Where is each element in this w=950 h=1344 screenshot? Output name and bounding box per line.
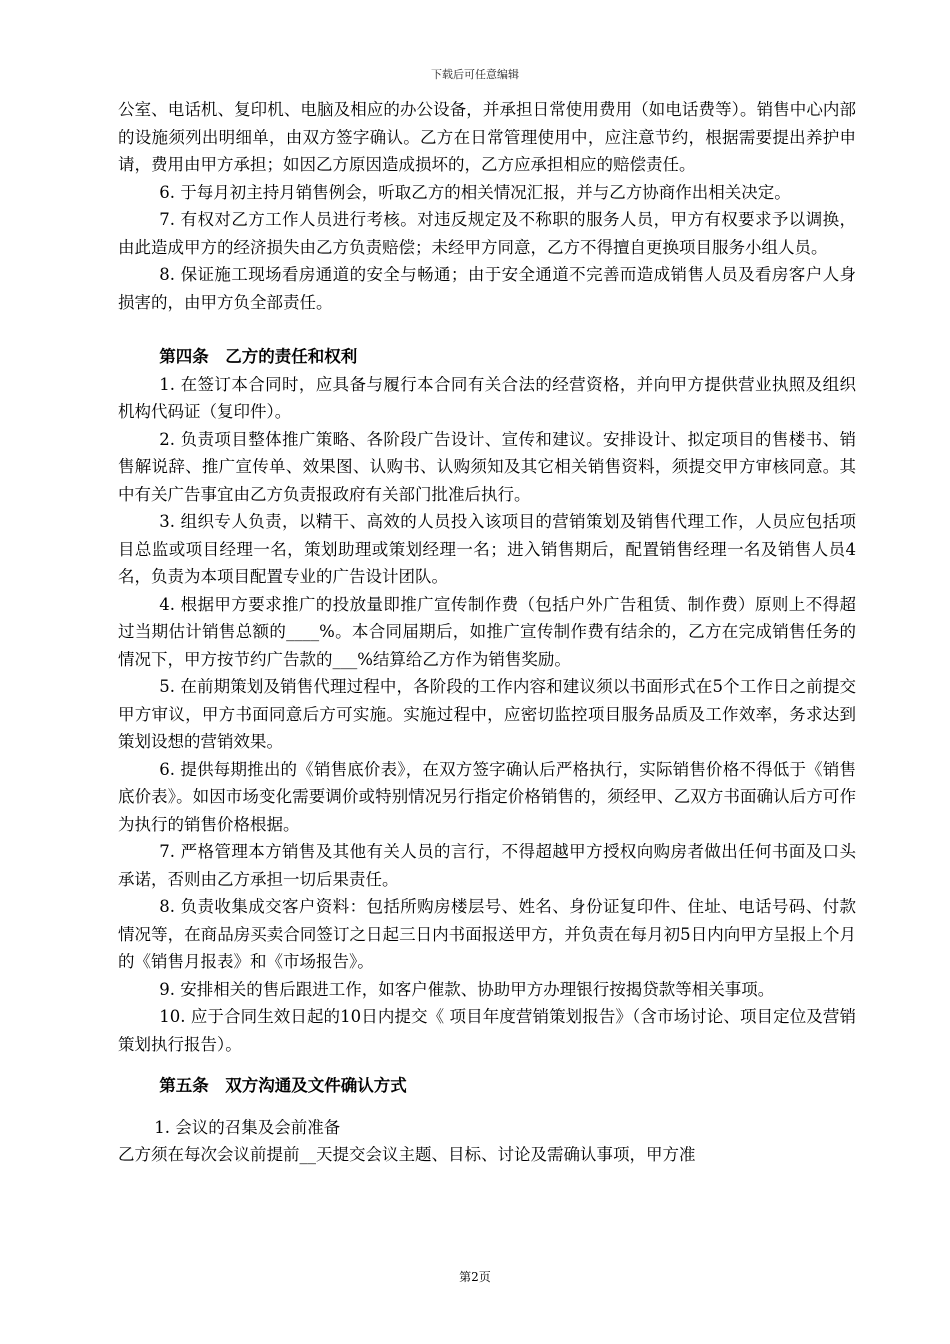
section-4-item-1: 1. 在签订本合同时，应具备与履行本合同有关合法的经营资格，并向甲方提供营业执照及组织机构代码证（复印件）。 <box>118 374 856 421</box>
section-4-title: 第四条 乙方的责任和权利 <box>159 347 358 366</box>
page-header: 下载后可任意编辑 <box>431 68 519 81</box>
section-5-title: 第五条 双方沟通及文件确认方式 <box>159 1076 407 1095</box>
section-4-item-4: 4. 根据甲方要求推广的投放量即推广宣传制作费（包括户外广告租赁、制作费）原则上不得超过当期估计销售总额的____%。本合同届期后，如推广宣传制作费有结余的，乙方在完成销售任务的情况下，甲方按节约广告款的___%结算给乙方作为销售奖励。 <box>118 594 856 669</box>
section-4-item-7: 7. 严格管理本方销售及其他有关人员的言行，不得超越甲方授权向购房者做出任何书面及口头承诺，否则由乙方承担一切后果责任。 <box>118 842 856 889</box>
clause-8: 8. 保证施工现场看房通道的安全与畅通；由于安全通道不完善而造成销售人员及看房客户人身损害的，由甲方负全部责任。 <box>118 265 856 312</box>
section-4-item-10: 10. 应于合同生效日起的10日内提交《 项目年度营销策划报告》（含市场讨论、项目定位及营销策划执行报告）。 <box>118 1007 856 1054</box>
clause-7: 7. 有权对乙方工作人员进行考核。对违反规定及不称职的服务人员，甲方有权要求予以调换，由此造成甲方的经济损失由乙方负责赔偿；未经甲方同意，乙方不得擅自更换项目服务小组人员。 <box>118 210 856 257</box>
section-4-item-6: 6. 提供每期推出的《销售底价表》，在双方签字确认后严格执行，实际销售价格不得低于《销售底价表》。如因市场变化需要调价或特别情况另行指定价格销售的，须经甲、乙双方书面确认后方可作为执行的销售价格根据。 <box>118 759 856 834</box>
page-number: 第2页 <box>459 1270 491 1284</box>
section-4-item-5: 5. 在前期策划及销售代理过程中，各阶段的工作内容和建议须以书面形式在5个工作日之前提交甲方审议，甲方书面同意后方可实施。实施过程中，应密切监控项目服务品质及工作效率，务求达到策划设想的营销效果。 <box>118 677 856 751</box>
section-4-item-9: 9. 安排相关的售后跟进工作，如客户催款、协助甲方办理银行按揭贷款等相关事项。 <box>159 979 775 999</box>
section-5-subheading: 1. 会议的召集及会前准备 <box>154 1117 341 1137</box>
section-4-item-3: 3. 组织专人负责，以精干、高效的人员投入该项目的营销策划及销售代理工作，人员应包括项目总监或项目经理一名，策划助理或策划经理一名；进入销售期后，配置销售经理一名及销售人员4名，负责为本项目配置专业的广告设计团队。 <box>118 512 856 586</box>
paragraph: 公室、电话机、复印机、电脑及相应的办公设备，并承担日常使用费用（如电话费等）。销售中心内部的设施须列出明细单，由双方签字确认。乙方在日常管理使用中，应注意节约，根据需要提出养护申请，费用由甲方承担；如因乙方原因造成损坏的，乙方应承担相应的赔偿责任。 <box>118 100 856 174</box>
clause-6: 6. 于每月初主持月销售例会，听取乙方的相关情况汇报，并与乙方协商作出相关决定。 <box>159 182 791 202</box>
section-5-text: 乙方须在每次会议前提前__天提交会议主题、目标、讨论及需确认事项，甲方准 <box>118 1145 696 1164</box>
section-4-item-8: 8. 负责收集成交客户资料：包括所购房楼层号、姓名、身份证复印件、住址、电话号码、付款情况等，在商品房买卖合同签订之日起三日内书面报送甲方，并负责在每月初5日内向甲方呈报上个月的《销售月报表》和《市场报告》。 <box>118 897 856 971</box>
document-body <box>118 96 856 1169</box>
section-4-item-2: 2. 负责项目整体推广策略、各阶段广告设计、宣传和建议。安排设计、拟定项目的售楼书、销售解说辞、推广宣传单、效果图、认购书、认购须知及其它相关销售资料，须提交甲方审核同意。其中有关广告事宜由乙方负责报政府有关部门批准后执行。 <box>118 429 856 504</box>
